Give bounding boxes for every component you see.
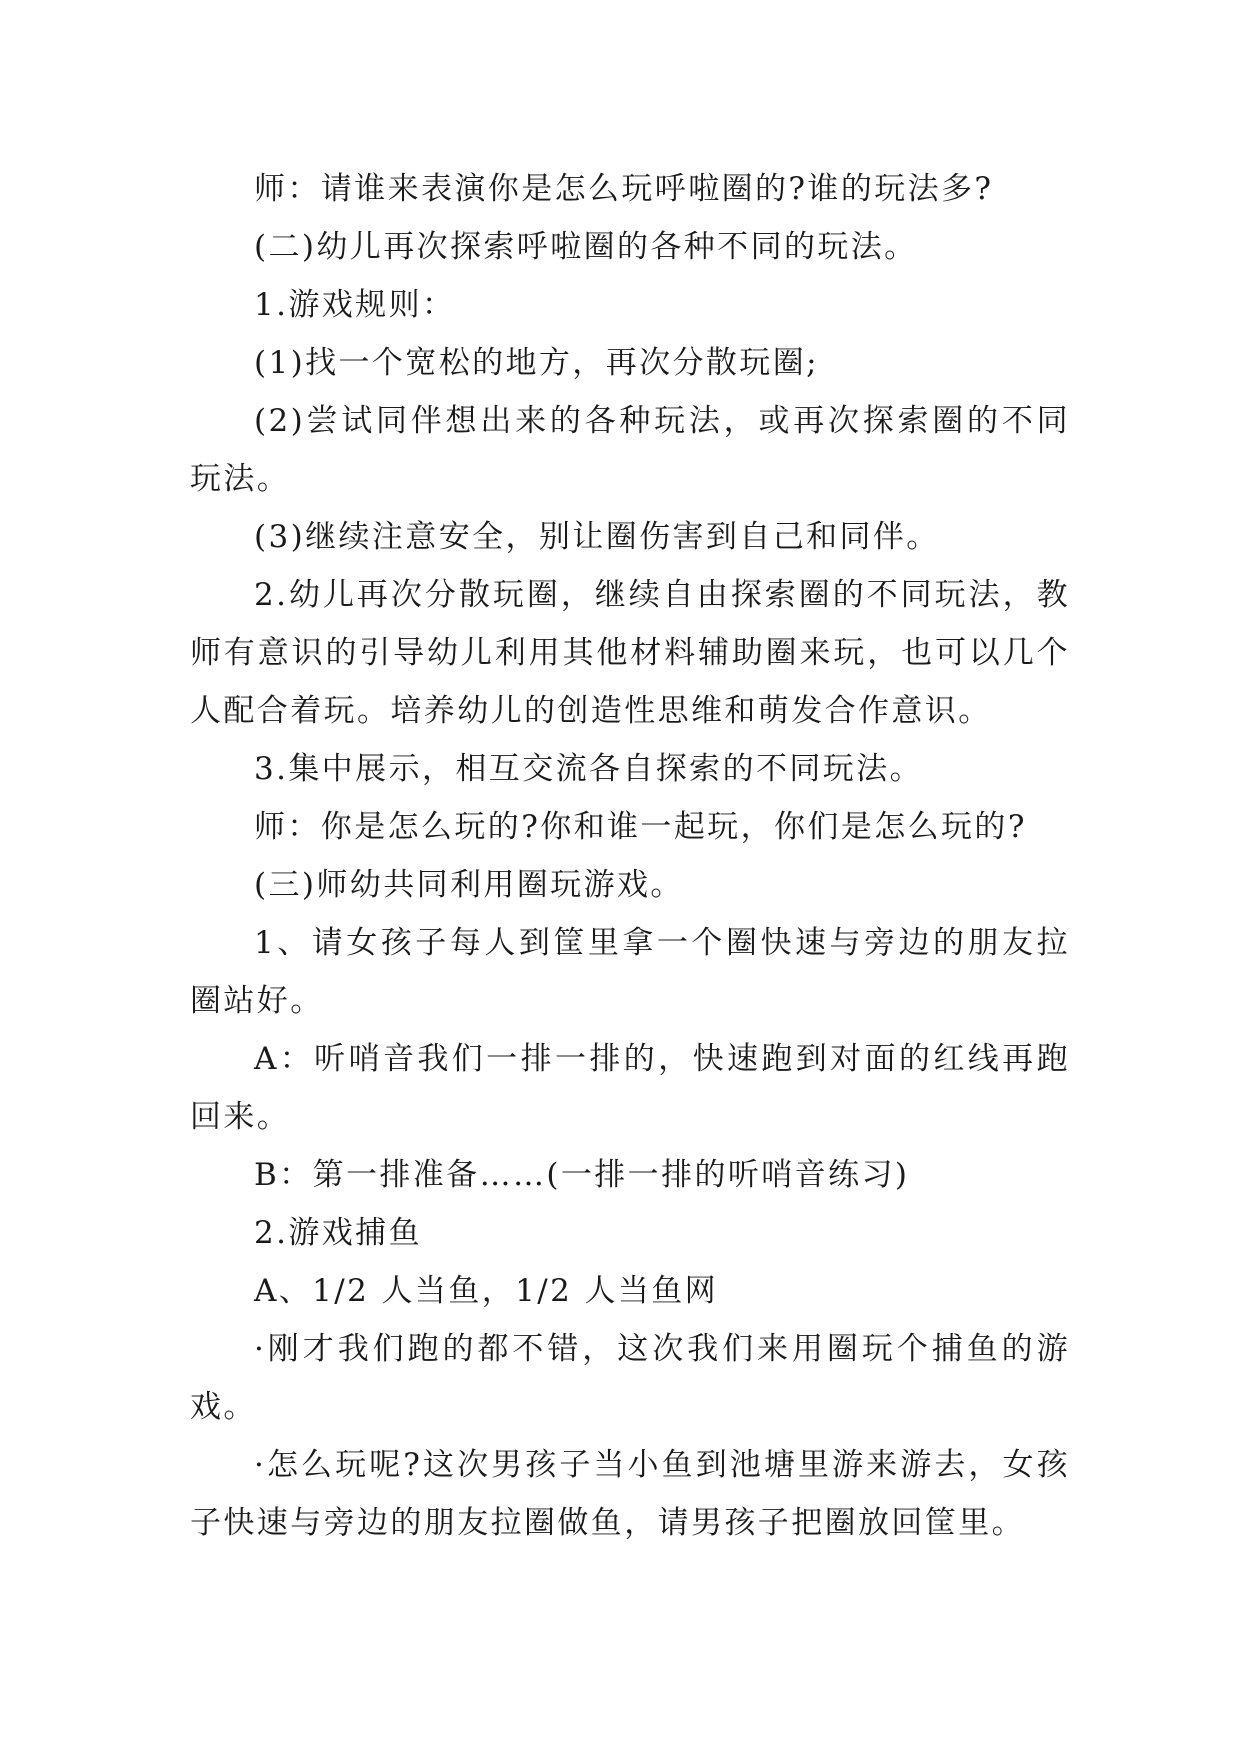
paragraph: 1.游戏规则：	[254, 287, 456, 323]
bullet-item: ·刚才我们跑的都不错，这次我们来用圈玩个捕鱼的游戏。	[190, 1331, 1070, 1425]
rule-item: (1)找一个宽松的地方，再次分散玩圈;	[254, 345, 819, 381]
document-body	[190, 160, 1070, 1552]
rule-item: (3)继续注意安全，别让圈伤害到自己和同伴。	[254, 519, 940, 555]
rule-item: (2)尝试同伴想出来的各种玩法，或再次探索圈的不同玩法。	[190, 403, 1070, 497]
paragraph: 2.幼儿再次分散玩圈，继续自由探索圈的不同玩法，教师有意识的引导幼儿利用其他材料辅助圈来玩，也可以几个人配合着玩。培养幼儿的创造性思维和萌发合作意识。	[190, 577, 1070, 729]
paragraph: 师：你是怎么玩的?你和谁一起玩，你们是怎么玩的?	[254, 809, 1027, 845]
paragraph: B：第一排准备……(一排一排的听哨音练习)	[254, 1157, 910, 1193]
paragraph: A：听哨音我们一排一排的，快速跑到对面的红线再跑回来。	[190, 1041, 1070, 1135]
section-heading: (二)幼儿再次探索呼啦圈的各种不同的玩法。	[254, 229, 918, 265]
paragraph: A、1/2 人当鱼，1/2 人当鱼网	[254, 1273, 719, 1309]
paragraph: 1、请女孩子每人到筐里拿一个圈快速与旁边的朋友拉圈站好。	[190, 925, 1070, 1019]
bullet-item: ·怎么玩呢?这次男孩子当小鱼到池塘里游来游去，女孩子快速与旁边的朋友拉圈做鱼，请男孩子把圈放回筐里。	[190, 1447, 1070, 1541]
paragraph: 2.游戏捕鱼	[254, 1215, 422, 1251]
paragraph: 3.集中展示，相互交流各自探索的不同玩法。	[254, 751, 923, 787]
paragraph: 师：请谁来表演你是怎么玩呼啦圈的?谁的玩法多?	[254, 171, 994, 207]
section-heading: (三)师幼共同利用圈玩游戏。	[254, 867, 684, 903]
